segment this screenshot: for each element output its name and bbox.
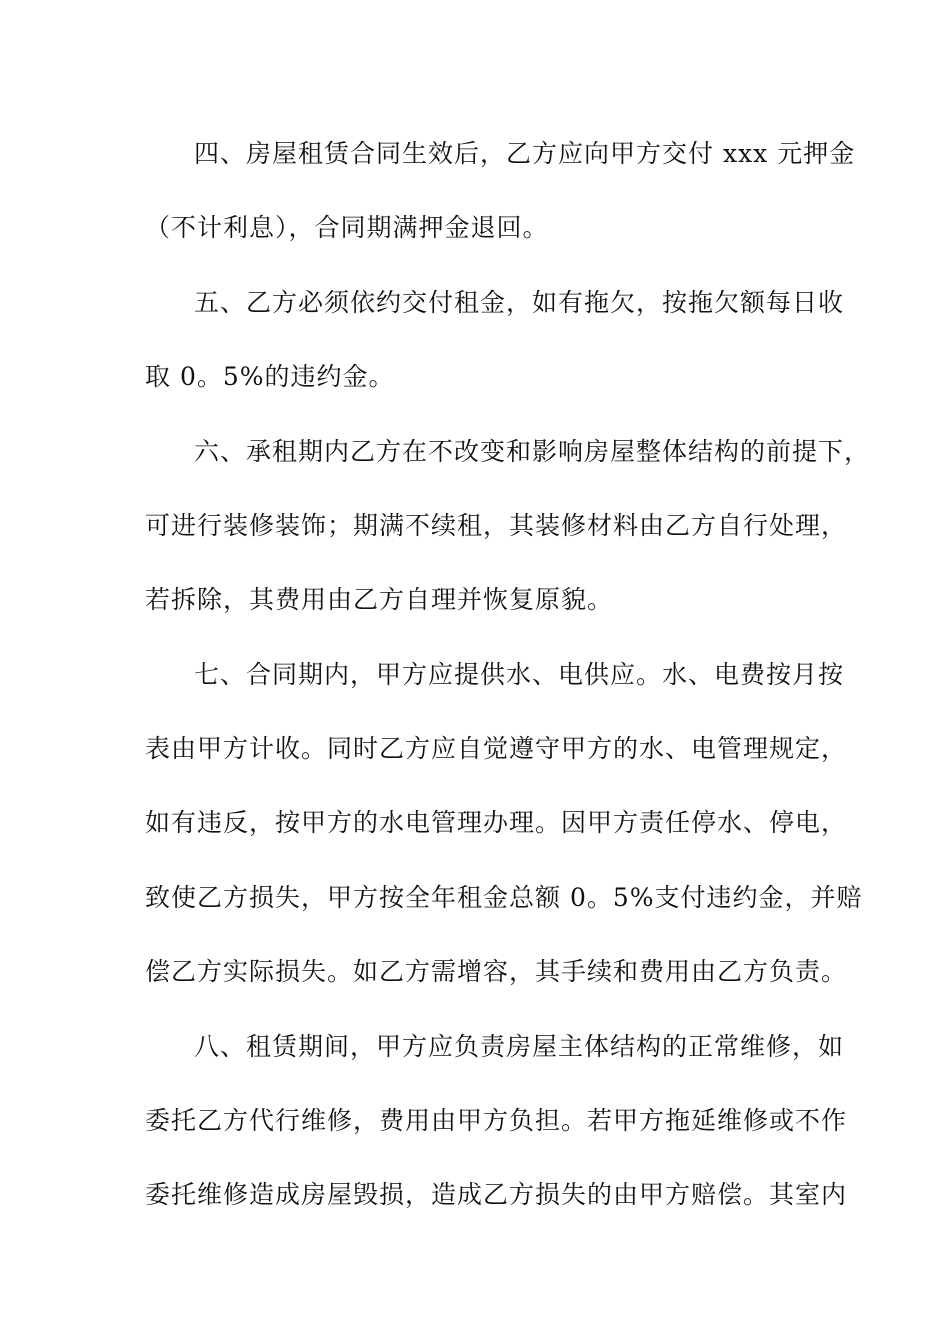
clause-6-line-1: 六、承租期内乙方在不改变和影响房屋整体结构的前提下，: [194, 437, 871, 466]
clause-5-line-1: 五、乙方必须依约交付租金，如有拖欠，按拖欠额每日收: [194, 288, 845, 317]
clause-8-line-2: 委托乙方代行维修，费用由甲方负担。若甲方拖延维修或不作: [145, 1106, 848, 1135]
clause-7-line-3: 如有违反，按甲方的水电管理办理。因甲方责任停水、停电，: [145, 808, 848, 837]
clause-6-line-3: 若拆除，其费用由乙方自理并恢复原貌。: [145, 585, 614, 614]
clause-6-line-2: 可进行装修装饰；期满不续租，其装修材料由乙方自行处理，: [145, 511, 848, 540]
clause-8-line-3: 委托维修造成房屋毁损，造成乙方损失的由甲方赔偿。其室内: [145, 1180, 848, 1209]
clause-4-line-2: （不计利息），合同期满押金退回。: [145, 213, 549, 242]
clause-4-line-1: 四、房屋租赁合同生效后，乙方应向甲方交付 xxx 元押金: [194, 139, 856, 168]
clause-7-line-2: 表由甲方计收。同时乙方应自觉遵守甲方的水、电管理规定，: [145, 734, 848, 763]
clause-8-line-1: 八、租赁期间，甲方应负责房屋主体结构的正常维修，如: [194, 1032, 845, 1061]
clause-7-line-1: 七、合同期内，甲方应提供水、电供应。水、电费按月按: [194, 660, 845, 689]
clause-7-line-5: 偿乙方实际损失。如乙方需增容，其手续和费用由乙方负责。: [145, 957, 848, 986]
clause-5-line-2: 取 0。5%的违约金。: [145, 362, 395, 391]
clause-7-line-4: 致使乙方损失，甲方按全年租金总额 0。5%支付违约金，并赔: [145, 883, 863, 912]
